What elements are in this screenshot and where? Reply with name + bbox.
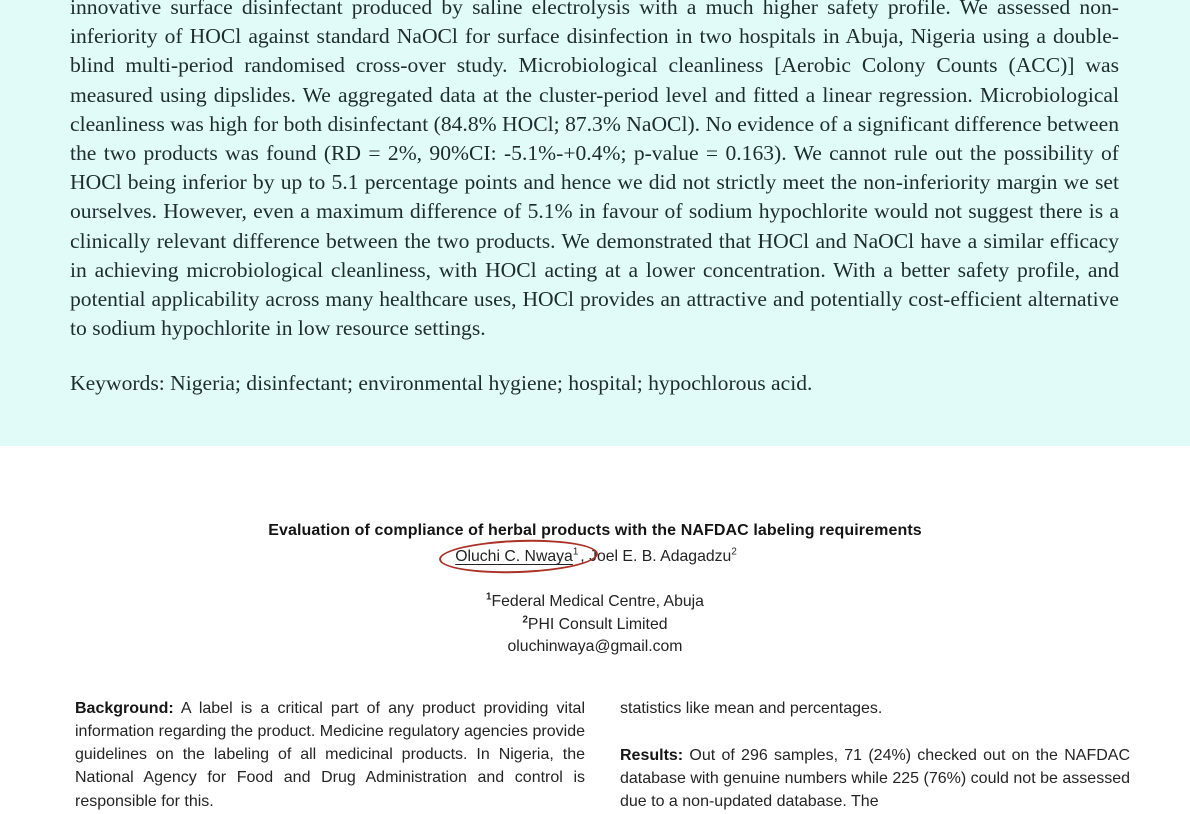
affiliation-2-mark: 2 bbox=[522, 614, 528, 626]
affiliation-2-text: PHI Consult Limited bbox=[527, 615, 668, 633]
results-heading: Results: bbox=[620, 746, 684, 764]
author-separator: , bbox=[580, 548, 590, 565]
affiliation-1 bbox=[0, 591, 1190, 614]
results-text: Out of 296 samples, 71 (24%) checked out on the NAFDAC database with genuine numbers while 225 (76%) could not be assessed due to a non-updated database. The bbox=[620, 746, 1130, 811]
results-paragraph bbox=[620, 744, 1130, 814]
background-text: A label is a critical part of any product providing vital information regarding the product. Medicine regulatory agencies provide guidelines on the labeling of all medicinal products. In Nigeria, the National Agency for Food and Drug Administration and control is responsible for this. bbox=[75, 699, 585, 810]
contact-email: oluchinwaya@gmail.com bbox=[507, 638, 683, 656]
two-column-body bbox=[0, 697, 1190, 814]
left-column bbox=[75, 697, 585, 814]
affiliation-2 bbox=[0, 614, 1190, 637]
author-2-name: Joel E. B. Adagadzu bbox=[589, 548, 732, 565]
author-1-name: Oluchi C. Nwaya bbox=[455, 548, 573, 565]
methods-tail-paragraph: statistics like mean and percentages. bbox=[620, 699, 883, 717]
background-paragraph bbox=[75, 697, 585, 813]
background-heading: Background: bbox=[75, 699, 174, 717]
abstract-2-section bbox=[0, 446, 1190, 814]
abstract-1-body-text: innovative surface disinfectant produced by saline electrolysis with a much higher safety profile. We assessed non-inferiority of HOCl against standard NaOCl for surface disinfection in two hospitals in Abuja, Nigeria using a double-blind multi-period randomised cross-over study. Microbiological cleanliness [Aerobic Colony Counts (ACC)] was measured using dipslides. We aggregated data at the cluster-period level and fitted a linear regression. Microbiological cleanliness was high for both disinfectant (84.8% HOCl; 87.3% NaOCl). No evidence of a significant difference between the two products was found (RD = 2%, 90%CI: -5.1%-+0.4%; p-value = 0.163). We cannot rule out the possibility of HOCl being inferior by up to 5.1 percentage points and hence we did not strictly meet the non-inferiority margin we set ourselves. However, even a maximum difference of 5.1% in favour of sodium hypochlorite would not suggest there is a clinically relevant difference between the two products. We demonstrated that HOCl and NaOCl have a similar efficacy in achieving microbiological cleanliness, with HOCl acting at a lower concentration. With a better safety profile, and potential applicability across many healthcare uses, HOCl provides an attractive and potentially cost-efficient alternative to sodium hypochlorite in low resource settings. bbox=[70, 0, 1119, 341]
authors-line bbox=[0, 548, 1190, 566]
author-1-affiliation-mark: 1 bbox=[572, 546, 579, 558]
abstract-1-keywords: Keywords: Nigeria; disinfectant; environmental hygiene; hospital; hypochlorous acid. bbox=[70, 371, 813, 396]
right-column bbox=[620, 697, 1130, 814]
affiliation-1-mark: 1 bbox=[486, 591, 492, 603]
affiliation-1-text: Federal Medical Centre, Abuja bbox=[491, 593, 704, 610]
author-2-affiliation-mark: 2 bbox=[731, 546, 737, 558]
author-1-highlight bbox=[453, 548, 580, 566]
paper-title: Evaluation of compliance of herbal products with the NAFDAC labeling requirements bbox=[268, 522, 922, 539]
affiliations-block bbox=[0, 591, 1190, 659]
